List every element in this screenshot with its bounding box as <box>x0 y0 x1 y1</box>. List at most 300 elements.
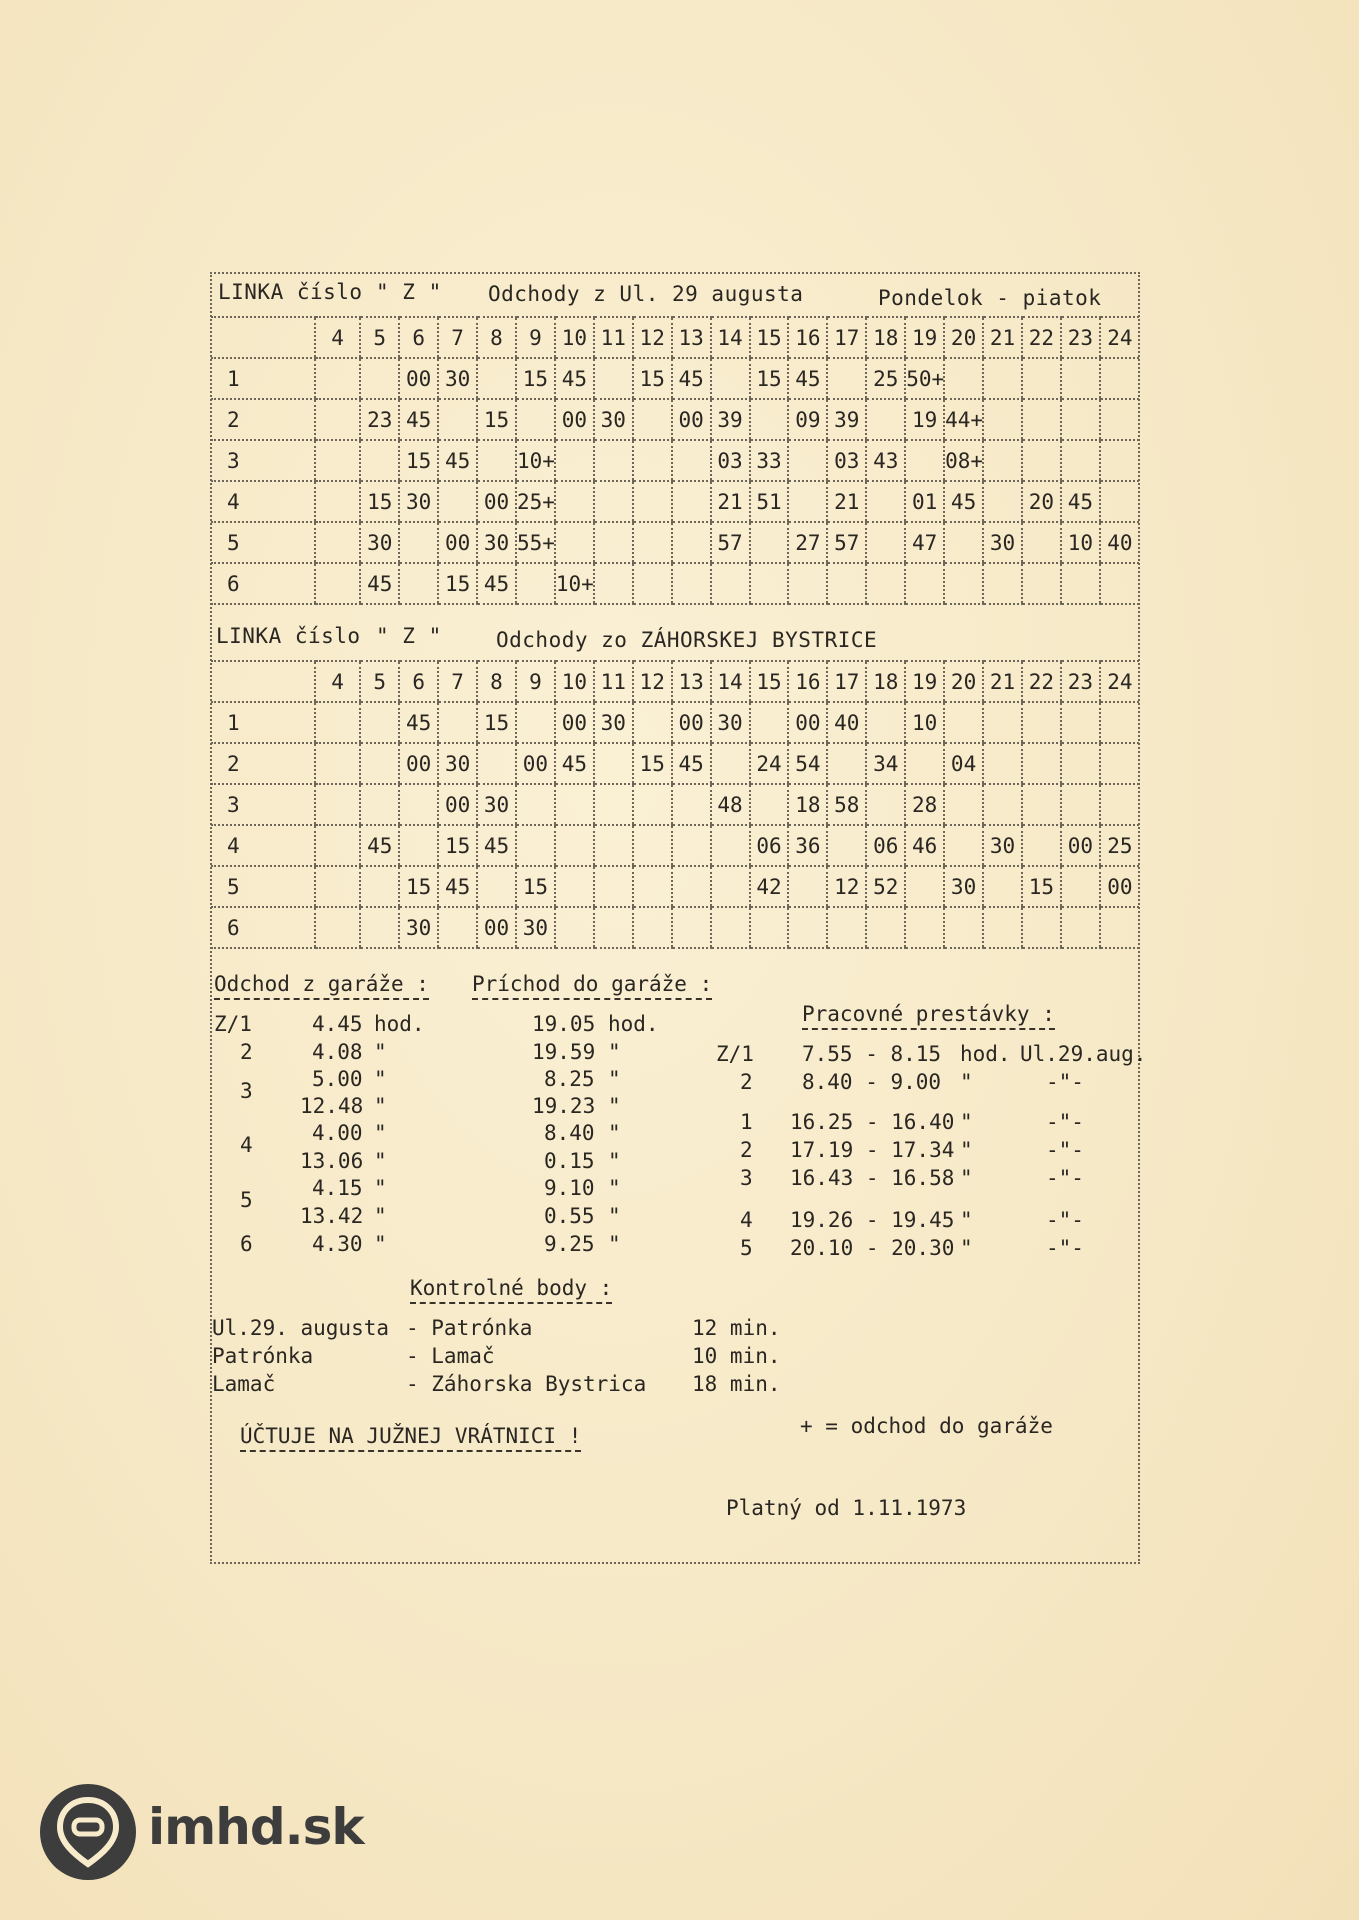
minute-cell <box>672 440 711 481</box>
minute-cell <box>315 866 360 907</box>
garage-out-unit: " <box>374 1040 387 1064</box>
minute-cell <box>827 825 866 866</box>
garage-out-time: 4.00 <box>312 1121 363 1145</box>
minute-cell <box>360 440 399 481</box>
minute-cell <box>711 825 750 866</box>
minute-cell: 45 <box>360 563 399 604</box>
minute-cell: 45 <box>360 825 399 866</box>
minute-cell: 12 <box>827 866 866 907</box>
minute-cell: 15 <box>360 481 399 522</box>
minute-cell <box>594 563 633 604</box>
minute-cell <box>750 399 789 440</box>
minute-cell: 30 <box>360 522 399 563</box>
minute-cell <box>827 907 866 948</box>
minute-cell <box>672 563 711 604</box>
timetable-zahorska-bystrica <box>211 660 1139 949</box>
minute-cell <box>477 866 516 907</box>
break-line: 2 <box>740 1070 753 1094</box>
hour-cell: 4 <box>315 317 360 358</box>
valid-from: Platný od 1.11.1973 <box>726 1496 967 1520</box>
minute-cell <box>827 743 866 784</box>
garage-in-unit: " <box>608 1232 621 1256</box>
course-number: 2 <box>211 743 315 784</box>
break-place: -"- <box>1046 1236 1084 1260</box>
garage-in-unit: " <box>608 1204 621 1228</box>
minute-cell <box>1022 399 1061 440</box>
header2-direction: Odchody zo ZÁHORSKEJ BYSTRICE <box>496 628 878 652</box>
minute-cell: 15 <box>438 563 477 604</box>
minute-cell <box>866 563 905 604</box>
break-unit: hod. <box>960 1042 1011 1066</box>
garage-line: 3 <box>240 1079 253 1103</box>
minute-cell <box>866 399 905 440</box>
garage-line: 6 <box>240 1232 253 1256</box>
break-line: 5 <box>740 1236 753 1260</box>
hour-cell: 24 <box>1100 317 1139 358</box>
minute-cell <box>594 907 633 948</box>
minute-cell <box>399 784 438 825</box>
minute-cell: 33 <box>750 440 789 481</box>
minute-cell: 57 <box>711 522 750 563</box>
minute-cell: 45 <box>399 702 438 743</box>
minute-cell <box>983 440 1022 481</box>
minute-cell: 30 <box>516 907 555 948</box>
minute-cell <box>633 440 672 481</box>
minute-cell: 15 <box>516 866 555 907</box>
minute-cell <box>594 825 633 866</box>
garage-in-unit: " <box>608 1094 621 1118</box>
control-from: Lamač <box>212 1372 276 1396</box>
hour-cell: 23 <box>1061 317 1100 358</box>
garage-line: 5 <box>240 1188 253 1212</box>
bus-pin-icon <box>40 1784 136 1880</box>
minute-cell: 45 <box>944 481 983 522</box>
hour-cell: 4 <box>315 661 360 702</box>
minute-cell: 15 <box>399 440 438 481</box>
minute-cell <box>711 743 750 784</box>
minute-cell <box>1061 743 1100 784</box>
minute-cell <box>516 784 555 825</box>
break-unit: " <box>960 1208 973 1232</box>
minute-cell <box>750 522 789 563</box>
minute-cell <box>905 743 944 784</box>
minute-cell: 01 <box>905 481 944 522</box>
minute-cell <box>750 563 789 604</box>
minute-cell <box>594 866 633 907</box>
minute-cell <box>983 399 1022 440</box>
garage-out-unit: " <box>374 1121 387 1145</box>
minute-cell <box>983 563 1022 604</box>
break-time: 16.25 - 16.40 <box>790 1110 955 1134</box>
hour-cell: 17 <box>827 317 866 358</box>
garage-in-time: 8.40 <box>544 1121 595 1145</box>
minute-cell <box>983 481 1022 522</box>
break-line: 4 <box>740 1208 753 1232</box>
minute-cell <box>944 563 983 604</box>
garage-out-unit: " <box>374 1149 387 1173</box>
minute-cell: 45 <box>399 399 438 440</box>
minute-cell <box>633 866 672 907</box>
minute-cell: 10+ <box>516 440 555 481</box>
minute-cell: 45 <box>477 825 516 866</box>
minute-cell: 21 <box>827 481 866 522</box>
minute-cell <box>555 907 594 948</box>
minute-cell: 45 <box>672 743 711 784</box>
control-title: Kontrolné body : <box>410 1276 612 1304</box>
control-time: 12 min. <box>692 1316 781 1340</box>
minute-cell: 45 <box>788 358 827 399</box>
minute-cell <box>983 784 1022 825</box>
break-place: -"- <box>1046 1110 1084 1134</box>
minute-cell <box>1100 784 1139 825</box>
garage-in-unit: " <box>608 1067 621 1091</box>
course-number: 3 <box>211 784 315 825</box>
hour-cell: 10 <box>555 661 594 702</box>
minute-cell: 25 <box>1100 825 1139 866</box>
garage-out-time: 4.30 <box>312 1232 363 1256</box>
timetable-row <box>211 784 1139 825</box>
control-from: Patrónka <box>212 1344 314 1368</box>
header2-code: " Z " <box>376 624 442 648</box>
minute-cell: 28 <box>905 784 944 825</box>
hour-cell: 14 <box>711 661 750 702</box>
minute-cell <box>750 907 789 948</box>
minute-cell <box>399 825 438 866</box>
break-place: -"- <box>1046 1166 1084 1190</box>
minute-cell: 10+ <box>555 563 594 604</box>
garage-out-time: 13.06 <box>300 1149 364 1173</box>
garage-out-time: 4.08 <box>312 1040 363 1064</box>
minute-cell: 47 <box>905 522 944 563</box>
minute-cell: 57 <box>827 522 866 563</box>
hour-cell: 11 <box>594 317 633 358</box>
minute-cell: 00 <box>438 784 477 825</box>
minute-cell <box>399 563 438 604</box>
minute-cell <box>438 702 477 743</box>
minute-cell <box>1100 702 1139 743</box>
control-time: 18 min. <box>692 1372 781 1396</box>
break-unit: " <box>960 1236 973 1260</box>
minute-cell <box>360 784 399 825</box>
minute-cell: 30 <box>399 907 438 948</box>
minute-cell <box>1100 481 1139 522</box>
minute-cell <box>866 481 905 522</box>
timetable-row <box>211 825 1139 866</box>
minute-cell <box>711 907 750 948</box>
minute-cell <box>711 866 750 907</box>
minute-cell: 03 <box>711 440 750 481</box>
minute-cell <box>672 907 711 948</box>
minute-cell: 39 <box>711 399 750 440</box>
header1-direction: Odchody z Ul. 29 augusta <box>488 282 804 306</box>
minute-cell: 15 <box>477 702 516 743</box>
hour-cell: 13 <box>672 317 711 358</box>
minute-cell: 46 <box>905 825 944 866</box>
garage-out-unit: " <box>374 1094 387 1118</box>
minute-cell <box>594 743 633 784</box>
hour-cell: 18 <box>866 661 905 702</box>
garage-in-unit: " <box>608 1121 621 1145</box>
minute-cell: 00 <box>1100 866 1139 907</box>
minute-cell <box>594 522 633 563</box>
timetable-row <box>211 907 1139 948</box>
break-line: 2 <box>740 1138 753 1162</box>
hour-cell: 19 <box>905 661 944 702</box>
minute-cell: 30 <box>477 522 516 563</box>
minute-cell <box>983 702 1022 743</box>
hour-cell: 17 <box>827 661 866 702</box>
minute-cell <box>633 907 672 948</box>
header1-code: " Z " <box>376 280 442 304</box>
minute-cell: 51 <box>750 481 789 522</box>
minute-cell <box>866 522 905 563</box>
minute-cell <box>360 358 399 399</box>
garage-in-time: 9.25 <box>544 1232 595 1256</box>
minute-cell: 30 <box>438 358 477 399</box>
minute-cell <box>750 784 789 825</box>
minute-cell: 15 <box>399 866 438 907</box>
minute-cell <box>360 907 399 948</box>
hour-cell: 18 <box>866 317 905 358</box>
imhd-logo <box>40 1784 136 1880</box>
minute-cell: 30 <box>399 481 438 522</box>
minute-cell: 30 <box>983 825 1022 866</box>
hour-cell: 11 <box>594 661 633 702</box>
minute-cell: 40 <box>827 702 866 743</box>
break-unit: " <box>960 1166 973 1190</box>
minute-cell: 50+ <box>905 358 944 399</box>
break-time: 7.55 - 8.15 <box>802 1042 942 1066</box>
hour-cell: 21 <box>983 661 1022 702</box>
minute-cell: 03 <box>827 440 866 481</box>
minute-cell <box>1022 440 1061 481</box>
minute-cell: 00 <box>438 522 477 563</box>
hour-cell: 23 <box>1061 661 1100 702</box>
minute-cell <box>315 522 360 563</box>
minute-cell <box>477 358 516 399</box>
minute-cell <box>944 702 983 743</box>
break-time: 19.26 - 19.45 <box>790 1208 955 1232</box>
course-number: 6 <box>211 563 315 604</box>
minute-cell <box>944 825 983 866</box>
minute-cell <box>866 702 905 743</box>
control-to: - Záhorska Bystrica <box>406 1372 647 1396</box>
minute-cell <box>315 743 360 784</box>
course-number: 4 <box>211 481 315 522</box>
header1-linka: LINKA číslo <box>218 280 363 304</box>
minute-cell: 30 <box>477 784 516 825</box>
minute-cell <box>315 563 360 604</box>
minute-cell: 08+ <box>944 440 983 481</box>
minute-cell <box>750 702 789 743</box>
minute-cell <box>633 702 672 743</box>
minute-cell: 34 <box>866 743 905 784</box>
minute-cell: 43 <box>866 440 905 481</box>
hour-cell: 20 <box>944 317 983 358</box>
garage-out-time: 12.48 <box>300 1094 364 1118</box>
minute-cell <box>594 358 633 399</box>
timetable-row <box>211 563 1139 604</box>
minute-cell <box>594 481 633 522</box>
minute-cell: 24 <box>750 743 789 784</box>
minute-cell <box>315 825 360 866</box>
minute-cell <box>315 784 360 825</box>
minute-cell <box>1022 907 1061 948</box>
hour-cell: 9 <box>516 317 555 358</box>
timetable-row <box>211 481 1139 522</box>
minute-cell: 40 <box>1100 522 1139 563</box>
minute-cell <box>633 399 672 440</box>
control-time: 10 min. <box>692 1344 781 1368</box>
minute-cell: 10 <box>1061 522 1100 563</box>
garage-out-time: 4.15 <box>312 1176 363 1200</box>
minute-cell <box>477 743 516 784</box>
minute-cell <box>516 399 555 440</box>
minute-cell: 19 <box>905 399 944 440</box>
garage-in-unit: " <box>608 1176 621 1200</box>
minute-cell <box>711 563 750 604</box>
minute-cell <box>788 563 827 604</box>
garage-in-time: 19.23 <box>532 1094 596 1118</box>
minute-cell <box>1061 358 1100 399</box>
hour-cell: 8 <box>477 317 516 358</box>
minute-cell <box>315 702 360 743</box>
break-place: -"- <box>1046 1138 1084 1162</box>
break-place: -"- <box>1046 1070 1084 1094</box>
minute-cell: 54 <box>788 743 827 784</box>
break-place: Ul.29.aug. <box>1020 1042 1147 1066</box>
timetable-row <box>211 743 1139 784</box>
minute-cell <box>516 702 555 743</box>
minute-cell: 10 <box>905 702 944 743</box>
hour-corner <box>211 317 315 358</box>
timetable-row <box>211 358 1139 399</box>
timetable-row <box>211 866 1139 907</box>
minute-cell <box>1022 702 1061 743</box>
course-number: 5 <box>211 866 315 907</box>
minute-cell <box>1100 563 1139 604</box>
hour-cell: 7 <box>438 661 477 702</box>
garage-line: Z/1 <box>214 1012 252 1036</box>
minute-cell: 42 <box>750 866 789 907</box>
minute-cell <box>555 522 594 563</box>
minute-cell <box>827 563 866 604</box>
minute-cell <box>477 440 516 481</box>
course-number: 1 <box>211 702 315 743</box>
minute-cell <box>555 440 594 481</box>
minute-cell <box>1061 440 1100 481</box>
break-unit: " <box>960 1110 973 1134</box>
minute-cell: 45 <box>555 358 594 399</box>
minute-cell: 15 <box>633 743 672 784</box>
course-number: 5 <box>211 522 315 563</box>
minute-cell: 30 <box>438 743 477 784</box>
minute-cell <box>672 866 711 907</box>
minute-cell: 18 <box>788 784 827 825</box>
minute-cell <box>788 440 827 481</box>
minute-cell <box>944 907 983 948</box>
minute-cell: 30 <box>594 702 633 743</box>
minute-cell: 00 <box>555 399 594 440</box>
hour-cell: 13 <box>672 661 711 702</box>
minute-cell <box>1061 702 1100 743</box>
hour-cell: 22 <box>1022 317 1061 358</box>
garage-in-unit: " <box>608 1040 621 1064</box>
minute-cell <box>983 358 1022 399</box>
minute-cell <box>905 866 944 907</box>
minute-cell <box>944 522 983 563</box>
minute-cell: 15 <box>477 399 516 440</box>
minute-cell <box>1022 563 1061 604</box>
minute-cell <box>672 481 711 522</box>
break-time: 8.40 - 9.00 <box>802 1070 942 1094</box>
minute-cell: 52 <box>866 866 905 907</box>
timetable-row <box>211 440 1139 481</box>
minute-cell: 58 <box>827 784 866 825</box>
hour-cell: 21 <box>983 317 1022 358</box>
timetable-row <box>211 399 1139 440</box>
hour-cell: 9 <box>516 661 555 702</box>
minute-cell: 39 <box>827 399 866 440</box>
hour-cell: 12 <box>633 317 672 358</box>
timetable-row <box>211 702 1139 743</box>
minute-cell <box>944 784 983 825</box>
hour-cell: 16 <box>788 661 827 702</box>
minute-cell <box>1022 784 1061 825</box>
minute-cell: 04 <box>944 743 983 784</box>
minute-cell: 15 <box>516 358 555 399</box>
break-line: 1 <box>740 1110 753 1134</box>
garage-in-time: 9.10 <box>544 1176 595 1200</box>
minute-cell <box>788 866 827 907</box>
garage-in-unit: " <box>608 1149 621 1173</box>
break-unit: " <box>960 1070 973 1094</box>
minute-cell <box>633 563 672 604</box>
minute-cell: 48 <box>711 784 750 825</box>
header1-days: Pondelok - piatok <box>878 286 1102 310</box>
minute-cell <box>788 481 827 522</box>
minute-cell <box>399 522 438 563</box>
minute-cell <box>1100 440 1139 481</box>
control-to: - Patrónka <box>406 1316 533 1340</box>
minute-cell <box>516 563 555 604</box>
garage-in-time: 19.59 <box>532 1040 596 1064</box>
minute-cell: 00 <box>672 702 711 743</box>
hour-cell: 12 <box>633 661 672 702</box>
minute-cell: 00 <box>516 743 555 784</box>
garage-out-unit: hod. <box>374 1012 425 1036</box>
minute-cell <box>866 907 905 948</box>
minute-cell <box>711 358 750 399</box>
garage-out-unit: " <box>374 1176 387 1200</box>
minute-cell: 00 <box>788 702 827 743</box>
hour-cell: 24 <box>1100 661 1139 702</box>
minute-cell <box>315 440 360 481</box>
minute-cell <box>438 399 477 440</box>
minute-cell: 30 <box>711 702 750 743</box>
account-note: ÚČTUJE NA JUŽNEJ VRÁTNICI ! <box>240 1424 581 1452</box>
minute-cell: 30 <box>944 866 983 907</box>
minute-cell <box>866 784 905 825</box>
minute-cell <box>1022 825 1061 866</box>
minute-cell: 45 <box>438 866 477 907</box>
hour-cell: 19 <box>905 317 944 358</box>
garage-line: 4 <box>240 1133 253 1157</box>
minute-cell <box>1022 358 1061 399</box>
minute-cell <box>633 522 672 563</box>
minute-cell: 27 <box>788 522 827 563</box>
minute-cell <box>633 481 672 522</box>
